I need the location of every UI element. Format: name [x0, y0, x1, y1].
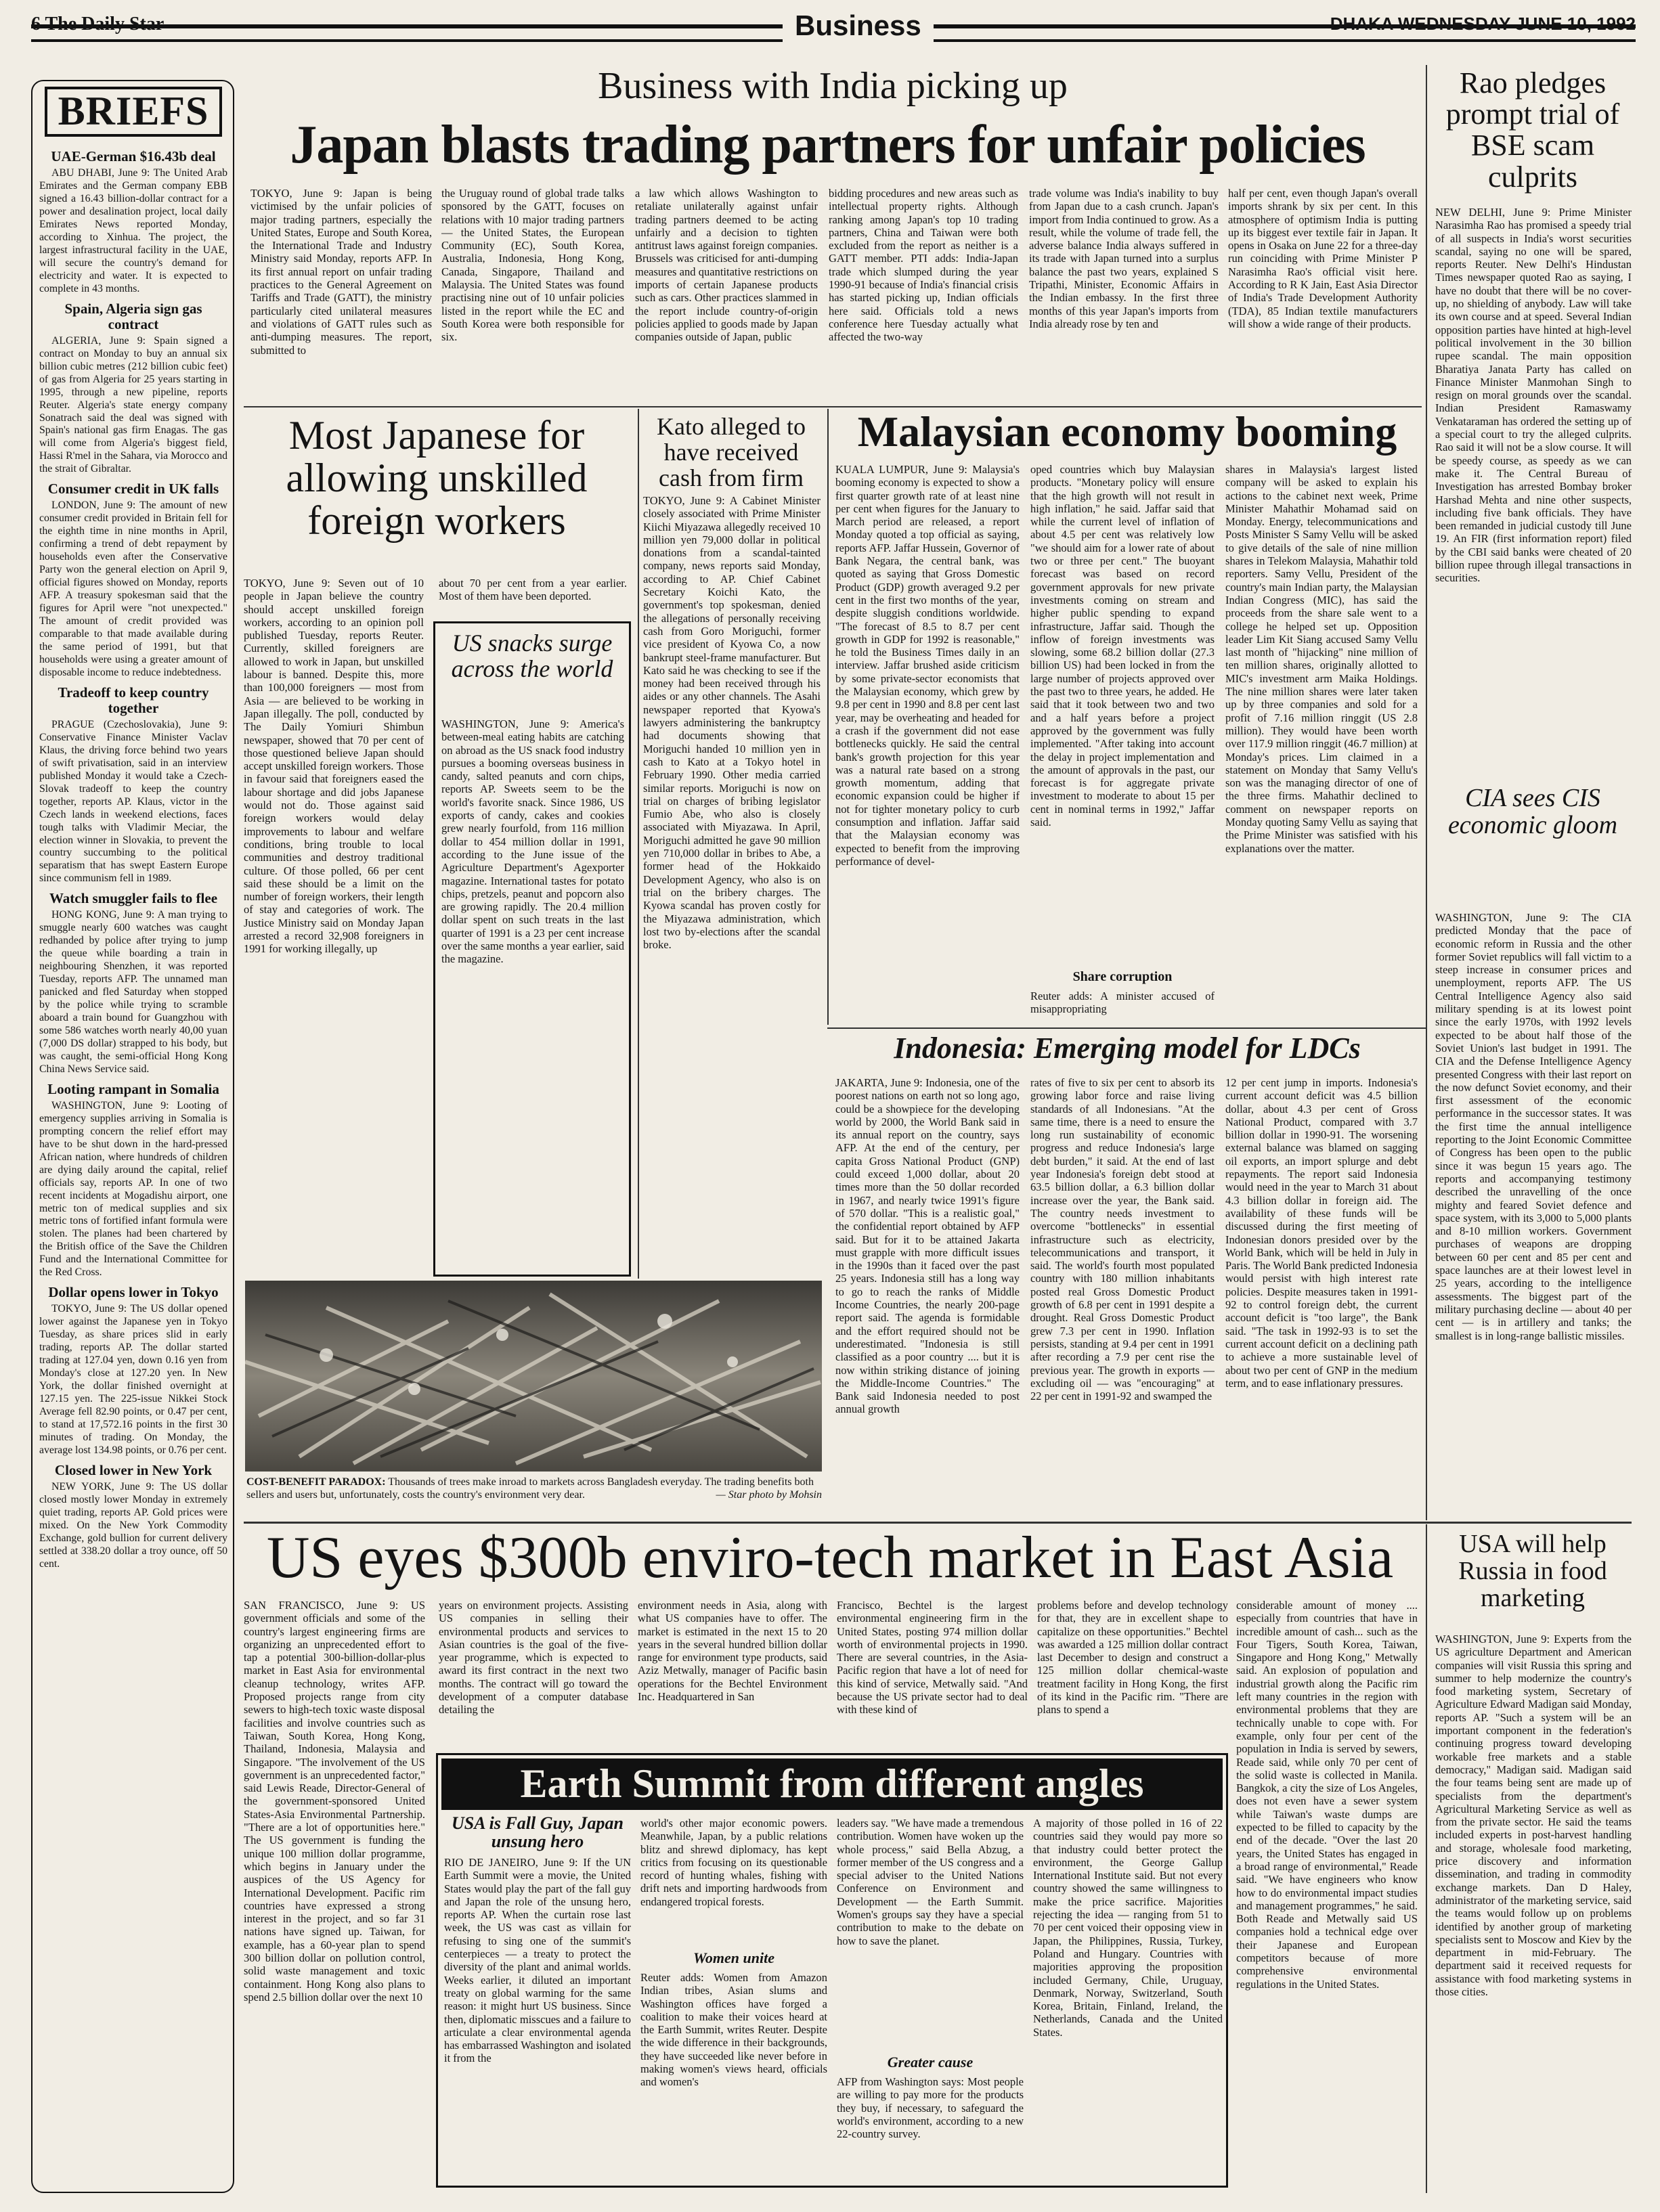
lead-col: TOKYO, June 9: Japan is being victimised by the unfair policies of major trading partners, especially the United States, Europe and South Korea, the International Trade and Industry Ministry said Monday, reports AFP. In its first annual report on unfair trading practices to the General Agreement on Tariffs and Trade (GATT), the ministry particularly cited unilateral measures and violations of GATT rules such as anti-dumping measures. The report, submitted to [250, 187, 432, 357]
summit-col: world's other major economic powers. Meanwhile, Japan, by a public relations blitz and shrewd diplomacy, has kept critics from focusing on its questionable record of hunting whales, fishing with drift nets and importing hardwoods from endangered tropical forests. [640, 1817, 827, 1908]
enviro-col: problems before and develop technology for that, they are in excellent shape to capitalize on these opportunities." Bechtel was awarded a 125 million dollar contract last December to design and construct a 125 million dollar chemical-waste treatment facility in Hong Kong, the first of its kind in the Pacific rim. "There are plans to spend a [1037, 1599, 1228, 1717]
kato-body: TOKYO, June 9: A Cabinet Minister closely associated with Prime Minister Kiichi Miyazawa allegedly received 10 million yen 79,000 dollar in political donations from a scandal-tainted company, news reports said Monday, according to AP. Chief Cabinet Secretary Koichi Kato, the government's top spokesman, denied the allegations of personally receiving cash from Goro Moriguchi, former vice president of Kyowa Co, a now bankrupt steel-frame manufacturer. But Kato said he was checking to see if the money had been received through his aides or any other channels. The Asahi newspaper reported that Kyowa's lawyers administering the bankruptcy had documents showing that Moriguchi handed 10 million yen in cash to Kato at a Tokyo hotel in February 1990. Other media carried similar reports. Moriguchi is now on trial on charges of bribing legislator Fumio Abe, who also is closely associated with Miyazawa. In April, Moriguchi admitted he gave 90 million yen 710,000 dollar in bribes to Abe, a former head of the Hokkaido Development Agency, who also is on trial on the bribery charges. The Kyowa scandal has proven costly for the Miyazawa administration, which lost two by-elections after the scandal broke. [643, 494, 821, 952]
masthead [31, 9, 1636, 42]
enviro-col: environment needs in Asia, along with what US companies have to offer. The market is estimated in the next 15 to 20 years in the several hundred billion dollar range for environment type products, said Aziz Metwally, manager of Pacific basin operations for the Bechtel Environment Inc. Headquartered in San [638, 1599, 827, 1704]
kicker: Business with India picking up [598, 65, 1068, 107]
indonesia-col: rates of five to six per cent to absorb its growing labor force and raise living standards of all Indonesians. "At the same time, there is a need to ensure the long run sustainability of economic progress and reduce Indonesia's large debt burden," it said. At the end of last year Indonesia's foreign debt stood at 63.5 billion dollar, a 6.3 billion dollar increase over the year, the Bank said. The country needs investment to overcome "bottlenecks" in essential infrastructure such as electricity, telecommunications and transport, it said. The world's fourth most populated country with 180 million inhabitants posted real Gross Domestic Product growth of 6.8 per cent in 1991 despite a drought. Real Gross Domestic Product grew 7.3 per cent in 1990. Inflation persists, standing at 9.4 per cent in 1991 after recording a 7.9 per cent rise the previous year. The growth in exports — excluding oil — was "encouraging" at 22 per cent in 1991-92 and swamped the [1030, 1076, 1215, 1403]
lead-col: the Uruguay round of global trade talks sponsored by the GATT, focuses on relations with 10 major trading partners — the United States, the European Community (EC), South Korea, Australia, Indonesia, Hong Kong, Canada, Singapore, Thailand and Malaysia. The United States was found practising nine out of 10 unfair policies listed in the report while the EC and South Korea were both responsible for six. [441, 187, 624, 344]
indonesia-col: 12 per cent jump in imports. Indonesia's current account deficit was 4.5 billion dollar, about 4.3 per cent of Gross National Product, compared with 3.7 billion dollar in 1990-91. The worsening external balance was blamed on sagging oil exports, an import splurge and debt repayments. The report said Indonesia would need in the year to March 31 about 4.3 billion dollar in foreign aid. The availability of these funds will be discussed during the first meeting of Indonesian donors presided over by the World Bank, which will be held in July in Paris. The World Bank predicted Indonesia would persist with high interest rate policies. Despite measures taken in 1991-92 to control foreign debt, the current account deficit is "too large", the Bank said. "The task in 1992-93 is to set the current account deficit on a declining path to achieve a more sustainable level of about two per cent of GNP in the medium term, and to ease inflationary pressures. [1225, 1076, 1418, 1390]
brief-body: HONG KONG, June 9: A man trying to smuggle nearly 600 watches was caught redhanded by police after trying to jump the queue while boarding a train in neighbouring Shenzhen, it was reported Tuesday, reports AFP. The unnamed man panicked and fled Saturday when stopped by the police while trying to scramble aboard a train bound for Guangzhou with some 586 watches worth nearly 40,00 yuan (7,000 DS dollar) strapped to his body, but was caught, the semi-official Hong Kong China News Service said. [39, 909, 227, 1075]
divider [638, 409, 639, 1279]
lead-col: trade volume was India's inability to buy from Japan due to a cash crunch. Japan's import from India continued to grow. As a result, while the volume of trade fell, the adverse balance India always suffered in its trade with Japan turned into a surplus balance the past two years, explained S Tripathi, Minister, Economic Affairs in the Indian embassy. In the first three months of this year Japan's imports from India already rose by ten and [1029, 187, 1219, 330]
lead-col: bidding procedures and new areas such as intellectual property rights. Although ranking among Japan's top 10 trading partners, China and Taiwan were both excluded from the report as neither is a GATT member. PTI adds: India-Japan trade which slumped during the year 1990-91 because of India's financial crisis has started picking up, Indian officials here said. Officials told a news conference here Tuesday actually what affected the two-way [829, 187, 1018, 344]
brief-head: Looting rampant in Somalia [47, 1080, 219, 1097]
brief-head: Dollar opens lower in Tokyo [48, 1284, 219, 1301]
summit-banner: Earth Summit from different angles [441, 1758, 1223, 1810]
japanese-col: TOKYO, June 9: Seven out of 10 people in Japan believe the country should accept unskilled foreign workers, according to an opinion poll published Tuesday, reports Reuter. Currently, skilled foreigners are allowed to work in Japan, but unskilled labour is banned. Despite this, more than 100,000 foreigners — most from Asia — are believed to be working in Japan illegally. The poll, conducted by The Daily Yomiuri Shimbun newspaper, showed that 70 per cent of those questioned believe Japan should accept unskilled foreign workers. Those in favour said that foreigners eased the labour shortage and did jobs Japanese would not do. Those against said foreign workers would delay improvements to labour and welfare conditions, bring trouble to local communities and destroy traditional culture. Of those polled, 66 per cent said these should be a limit on the number of foreign workers, their length of stay and categories of work. The Justice Ministry said on Monday Japan arrested a record 32,908 foreigners in 1991 for working illegally, up [244, 577, 424, 956]
malaysia-headline: Malaysian economy booming [857, 407, 1397, 456]
indonesia-col: JAKARTA, June 9: Indonesia, one of the poorest nations on earth not so long ago, could be a showpiece for the developing world by 2000, the World Bank said in its annual report on the country, says AFP. At the end of the century, per capita Gross National Product (GNP) could exceed 1,000 dollar, about 20 times more than the 50 dollar recorded in 1967, and nearly twice 1991's figure of 570 dollar. "This is a realistic goal," the confidential report obtained by AFP said. But for it to be attained Jakarta must grapple with more difficult issues in the 1990s than it faced over the past 25 years. Indonesia still has a long way to go to reach the ranks of Middle Income Countries, the nearly 200-page report said. The agenda is formidable and the effort required should not be underestimated. "Indonesia is still classified as a poor country .... but it is now within striking distance of joining the Middle-Income Countries." The Bank said Indonesia needed to post annual growth [835, 1076, 1020, 1416]
caption-text: Thousands of trees make inroad to markets across Bangladesh everyday. The trading benefits both sellers and users but, unfortunately, costs the country's environment very dear. [246, 1476, 814, 1501]
snacks-body: WASHINGTON, June 9: America's between-meal eating habits are catching on abroad as the US snack food industry pursues a booming overseas business in candy, salted peanuts and corn chips, reports AP. Sweets seem to be the world's favorite snack. Since 1986, US exports of candy, cakes and cookies grew nearly fourfold, from 116 million dollar to 454 million dollar in 1991, according to the June issue of the Agriculture Department's Agexporter magazine. International tastes for potato chips, pretzels, peanut and popcorn also are growing rapidly. The 20.4 million dollar spent on such treats in the last quarter of 1991 is a 23 per cent increase over the same months a year earlier, said the magazine. [441, 717, 624, 966]
brief-head: Consumer credit in UK falls [47, 481, 219, 497]
summit-subhead: Greater cause [887, 2054, 974, 2071]
enviro-col: considerable amount of money .... especially from countries that have in incredible amount of cash... such as the Four Tigers, South Korea, Taiwan, Singapore and Hong Kong," Metwally said. An explosion of population and industrial growth along the Pacific rim left many countries in the region with environmental problems that they are technically unable to cope with. For example, only four per cent of the population in India is served by sewers, Reade said, while only 70 per cent of the solid waste is collected in Manila. Bangkok, a city the size of Los Angeles, does not even have a sewer system while Taiwan's waste dumps are expected to be filled to capacity by the end of the decade. "Over the last 20 years, the United States has engaged in a broad range of environmental," Reade said. "We have engineers who know how to do environmental impact studies and management programmes," he said. Both Reade and Metwally said US companies hold a technical edge over their Japanese and European competitors because of more comprehensive environmental regulations in the United States. [1236, 1599, 1418, 1991]
photo-caption [246, 1476, 822, 1518]
divider [827, 1027, 1426, 1029]
briefs-title: BRIEFS [45, 87, 222, 137]
cia-headline: CIA sees CIS economic gloom [1447, 784, 1618, 839]
malaysia-col: shares in Malaysia's largest listed company will be asked to explain his actions to the cabinet next week, Prime Minister Mahathir Mohamad said on Monday. Energy, telecommunications and Posts Minister S Samy Vellu will be asked to give details of the sale of nine million shares in Telekom Malaysia, Mahathir told reporters. Samy Vellu, President of the country's main Indian party, the Malaysian Indian Congress (MIC), has said the proceeds from the share sale went to a college he helped set up. Opposition leader Lim Kit Siang accused Samy Vellu last month of "hijacking" nine million of ten million shares, originally allotted to MIC's investment arm Maika Holdings. The nine million shares were later taken up by three companies and sold for a profit of 7.16 million ringgit (US 2.8 million). They would have been worth over 117.9 million ringgit (46.7 million) at Monday's prices. Lim claimed in a statement on Monday that Samy Vellu's son was the managing director of one of the three firms. Mahathir declined to comment on newspaper reports on Monday quoting Samy Vellu as saying that the Prime Minister was satisfied with his explanations over the matter. [1225, 463, 1418, 855]
russia-headline: USA will help Russia in food marketing [1458, 1530, 1607, 1612]
brief-body: LONDON, June 9: The amount of new consumer credit provided in Britain fell for the eighth time in nine months in April, confirming a trend of debt repayment by households even after the Conservative Party won the general election on April 9, official figures showed on Monday, reports AFP. A treasury spokesman said that the figures for April were "not unexpected." The amount of credit provided was comparable to that made available during the same period of 1991, but that households were using a greater amount of disposable income to reduce indebtedness. [39, 500, 227, 678]
japanese-headline: Most Japanese for allowing unskilled foreign workers [286, 413, 588, 543]
briefs-column [39, 143, 227, 2184]
brief-head: Watch smuggler fails to flee [49, 890, 218, 907]
brief-head: Closed lower in New York [54, 1461, 213, 1478]
divider [244, 1522, 1632, 1524]
brief-head: Tradeoff to keep country together [58, 684, 209, 716]
section-title: Business [783, 9, 934, 42]
summit-subhead: Women unite [693, 1949, 774, 1966]
caption-label: COST-BENEFIT PARADOX: [246, 1476, 386, 1488]
russia-body: WASHINGTON, June 9: Experts from the US agriculture Department and American companies will visit Russia this spring and summer to help modernize the country's food marketing system, Secretary of Agriculture Edward Madigan said Monday, reports AP. "Such a system will be an important component in the federation's continuing progress toward developing workable free markets and a stable democracy," Madigan said. Madigan said the four teams being sent are made up of specialists from the department's Agricultural Marketing Service as well as from the private sector. He said the teams included experts in post-harvest handling and storage, wholesale food marketing, price discovery and information dissemination, and trading in commodity exchange markets. Dan D Haley, administrator of the marketing service, said the teams would follow up on problems identified by another group of marketing specialists sent to Moscow and Kiev by the department in mid-February. The department said it received requests for assistance with food marketing systems in those cities. [1435, 1633, 1632, 1999]
brief-body: TOKYO, June 9: The US dollar opened lower against the Japanese yen in Tokyo Tuesday, as share prices slid in early trading, reports AP. The dollar started trading at 127.04 yen, down 0.16 yen from Monday's close at 127.20 yen. In New York, the dollar finished overnight at 127.15 yen. The 225-issue Nikkei Stock Average fell 82.90 points, or 0.47 per cent, to stand at 17,572.16 points in the first 30 minutes of trading. On Monday, the average lost 134.98 points, or 0.76 per cent. [39, 1303, 227, 1456]
enviro-headline: US eyes $300b enviro-tech market in East Asia [266, 1525, 1394, 1591]
enviro-col: SAN FRANCISCO, June 9: US government officials and some of the country's largest engineering firms are organizing an unprecedented effort to tap a potential 300-billion-dollar-plus market in East Asia for environmental cleanup technology, writes AFP. Proposed projects range from city sewers to high-tech toxic waste disposal facilities and involve countries such as Taiwan, South Korea, Hong Kong, Thailand, Indonesia, Malaysia and Singapore. "The involvement of the US government is an unprecedented factor," said Lewis Reade, Director-General of the government-sponsored United States-Asia Environmental Partnership. "There are a lot of opportunities here." The US government is funding the unique 100 million dollar programme, which begins in January under the auspices of the US Agency for International Development. Pacific rim countries have expressed a strong interest in the project, and so far 31 nations have signed up. Taiwan, for example, has a 60-year plan to spend 300 billion dollar on pollution control, solid waste management and toxic containment. Hong Kong also plans to spend 2.5 billion dollar over the next 10 [244, 1599, 425, 2004]
cia-body: WASHINGTON, June 9: The CIA predicted Monday that the pace of economic reform in Russia and the other former Soviet republics will fall victim to a steep increase in consumer prices and unemployment, reports AFP. The US Central Intelligence Agency also said military spending is at its lowest point since the early 1970s, with 1992 levels expected to be about half those of the Soviet Union's last budget in 1991. The CIA and the Defense Intelligence Agency presented Congress with their last report on the now defunct Soviet economy, and their first assessment of the economic performance in the successor states. It was the first time the annual intelligence reporting to the Joint Economic Committee of Congress has been open to the public since it was begun 15 years ago. The reports and accompanying testimony described the unravelling of the once mighty and feared Soviet defence and space system, with its 3,000 to 5,000 plants and 8-10 million workers. Government purchases of weapons are dropping between 60 per cent and 85 per cent and space launches are at their lowest level in 25 years, according to the intelligence assessments. The biggest part of the military purchasing decline — about 40 per cent — is in artillery and tanks; the smallest is in long-range ballistic missiles. [1435, 911, 1632, 1342]
enviro-col: Francisco, Bechtel is the largest environmental engineering firm in the United States, posting 974 million dollar worth of environmental projects in 1990. There are several countries, in the Asia-Pacific region that have a lot of need for this kind of service, Metwally said. "And because the US private sector had to deal with these kind of [837, 1599, 1028, 1717]
page-folio: 6 The Daily Star [31, 14, 165, 35]
brief-head: UAE-German $16.43b deal [51, 148, 216, 164]
divider [1426, 1524, 1427, 2193]
summit-col: AFP from Washington says: Most people are willing to pay more for the products they buy, if necessary, to safeguard the world's environment, according to a new 22-country survey. [837, 2075, 1024, 2141]
kato-headline: Kato alleged to have received cash from firm [657, 413, 806, 491]
brief-body: WASHINGTON, June 9: Looting of emergency supplies arriving in Somalia is prompting concern the relief effort may have to be shut down in the hard-pressed African nation, where hundreds of children are dying daily around the capital, relief officials say, reports AP. In one of two recent incidents at Mogadishu airport, one metric ton of medical supplies and six metric tons of fortified infant formula were stolen. The planes had been chartered by the British office of the Save the Children Fund and the International Committee for the Red Cross. [39, 1099, 227, 1279]
photo-image [245, 1281, 822, 1472]
lead-col: half per cent, even though Japan's overall imports shrank by six per cent. In this atmosphere of optimism India is putting up its biggest ever textile fair in Japan. It opens in Osaka on June 22 for a three-day run coinciding with Prime Minister P Narasimha Rao's official visit here. According to R K Jain, East Asia Director of India's Trade Development Authority (TDA), 85 Indian textile manufacturers will show a wide range of their products. [1228, 187, 1418, 330]
brief-head: Spain, Algeria sign gas contract [64, 300, 202, 332]
brief-body: PRAGUE (Czechoslovakia), June 9: Conservative Finance Minister Vaclav Klaus, the driving force behind two years of swift privatisation, said in an interview published Monday it would take a Czech-Slovak tradeoff to keep the country together, reports AP. Klaus, victor in the Czech lands in weekend elections, faces tough talks with Vladimir Meciar, the election winner in Slovakia, to prevent the country succumbing to the political separatism that has swept Eastern Europe since communism fell in 1989. [39, 718, 227, 885]
malaysia-subhead: Share corruption [1072, 969, 1173, 984]
brief-body: NEW YORK, June 9: The US dollar closed mostly lower Monday in extremely quiet trading, reports AP. Gold prices were mixed. On the New York Commodity Exchange, gold bullion for current delivery settled at 338.20 dollar a troy ounce, off 50 cent. [39, 1480, 227, 1570]
malaysia-col: oped countries which buy Malaysian products. "Monetary policy will ensure that the high growth will not result in high inflation," he said. Jaffar said that while the current level of inflation of about 4.5 per cent was relatively low "we should aim for a lower rate of about two or three per cent." The buoyant forecast was based on record government approvals for new private investments coming on stream and higher public spending to expand infrastructure, Jaffar said. Though the inflow of foreign investments was slowing, some 68.2 billion dollar (27.3 billion US) had been locked in from the large number of projects approved over the past two to three years, he added. He said that it took between two and two and a half years before a project approved by the government was fully implemented. "After taking into account the delay in project implementation and the amount of approvals in the past, our forecast is for aggregate private investment to moderate to about 15 per cent in nominal terms in 1992," Jaffar said. [1030, 463, 1215, 829]
summit-col: leaders say. "We have made a tremendous contribution. Women have woken up the whole process," said Bella Abzug, a former member of the US congress and a special adviser to the United Nations Conference on Environment and Development — the Earth Summit. Women's groups say they have a special contribution to make to the debate on how to save the planet. [837, 1817, 1024, 1947]
indonesia-headline: Indonesia: Emerging model for LDCs [894, 1032, 1361, 1065]
snacks-headline: US snacks surge across the world [451, 629, 613, 682]
dateline: DHAKA WEDNESDAY JUNE 10, 1992 [1330, 14, 1636, 34]
summit-col: A majority of those polled in 16 of 22 countries said they would pay more so that industry could better protect the environment, the George Gallup International Institute said. But not every country showed the same willingness to make the price sacrifice. Majorities rejecting the idea — ranging from 51 to 70 per cent voiced their opposing view in Japan, the Philippines, Russia, Turkey, Poland and Hungary. Countries with majorities approving the proposition included Germany, Chile, Uruguay, Denmark, Norway, Switzerland, South Korea, Britain, Finland, Ireland, the Netherlands, Canada and the United States. [1033, 1817, 1223, 2039]
summit-col: Reuter adds: Women from Amazon Indian tribes, Asian slums and Washington offices have forged a coalition to make their voices heard at the Earth Summit, writes Reuter. Despite the wide difference in their backgrounds, they have succeeded like never before in making women's views heard, officials and women's [640, 1971, 827, 2089]
rao-body: NEW DELHI, June 9: Prime Minister Narasimha Rao has promised a speedy trial of all suspects in India's worst securities scandal, saying no one will be spared, reports Reuter. New Delhi's Hindustan Times newspaper quoted Rao as saying, I have no doubt that there will be no cover-up, no shielding of anybody. Law will take its own course and at speed. Several Indian opposition parties have hinted at high-level political involvement in the 30 billion rupee scandal. The main opposition Bharatiya Janata Party has called on Finance Minister Manmohan Singh to resign on moral grounds over the scandal. Indian President Ramaswamy Venkataraman has ordered the setting up of a special court to try the alleged culprits. Rao said it will not be a slow course. It will be speedy course, as speedy as we can make it. The Central Bureau of Investigation has arrested Bombay broker Harshad Mehta and nine other suspects, including five bank officials. They have been remanded in judicial custody till June 19. An FIR (first information report) filed by the CBI said banks were cheated of 20 billion rupee through illegal transactions in securities. [1435, 206, 1632, 585]
summit-subhead: USA is Fall Guy, Japan unsung hero [451, 1813, 624, 1852]
malaysia-col: KUALA LUMPUR, June 9: Malaysia's booming economy is expected to show a first quarter growth rate of at least nine per cent when figures for the January to March period are released, a report Monday quoted a top official as saying, reports AFP. Jaffar Hussein, Governor of Bank Negara, the central bank, was quoted as saying that Gross Domestic Product (GDP) growth averaged 9.2 per cent in the first two months of the year, despite sluggish conditions worldwide. "The forecast of 8.5 to 8.7 per cent growth in GDP for 1992 is reasonable," he told the Business Times daily in an interview. Jaffar brushed aside criticism by some private-sector economists that the Malaysian economy, which grew by 9.8 per cent in 1990 and 8.8 per cent last year, may be overheating and headed for a crash if the government did not ease bottlenecks quickly. He said the central bank's growth projection for this year was a natural rate based on a strong growth momentum, adding that economic expansion could be higher if not for tighter monetary policy to curb consumption and inflation. Jaffar said that the Malaysian economy was expected to benefit from the improving performance of devel- [835, 463, 1020, 868]
photo-credit: — Star photo by Mohsin [716, 1489, 822, 1501]
japanese-col: about 70 per cent from a year earlier. Most of them have been deported. [439, 577, 627, 603]
lead-col: a law which allows Washington to retaliate unilaterally against unfair trading partners deemed to be acting unfairly and a decision to tighten antitrust laws against foreign companies. Brussels was criticised for anti-dumping measures and quantitative restrictions on imports of certain Japanese products such as cars. Other practices slammed in the report include country-of-origin policies applied to goods made by Japan companies outside of Japan, public [635, 187, 818, 344]
enviro-col: years on environment projects. Assisting US companies in selling their environmental products and services to Asian countries is the goal of the five-year programme, which is expected to award its first contract in the next two months. The contract will go toward the development of a computer database detailing the [439, 1599, 628, 1717]
rao-headline: Rao pledges prompt trial of BSE scam culprits [1445, 66, 1620, 194]
malaysia-sub-body: Reuter adds: A minister accused of misappropriating [1030, 990, 1215, 1016]
market-photo [245, 1281, 822, 1472]
divider [1426, 65, 1427, 1520]
lead-headline: Japan blasts trading partners for unfair policies [290, 115, 1366, 175]
summit-col: RIO DE JANEIRO, June 9: If the UN Earth Summit were a movie, the United States would play the part of the fall guy and Japan the role of the unsung hero, reports AP. When the curtain rose last week, the US was cast as villain for refusing to sing one of the summit's centerpieces — a treaty to protect the diversity of the plant and animal worlds. Weeks earlier, it diluted an important treaty on global warming for the same reason: it might hurt US business. Since then, diplomatic misscues and a failure to articulate a clear environmental agenda has embarrassed Washington and isolated it from the [444, 1856, 631, 2065]
brief-body: ALGERIA, June 9: Spain signed a contract on Monday to buy an annual six billion cubic metres (212 billion cubic feet) of gas from Algeria for 25 years starting in 1995, through a new pipeline, reports Reuter. Algeria's state energy company Sonatrach said the deal was signed with Spain's national gas firm Enagas. The gas will come from Algeria's biggest field, Hassi R'mel in the Sahara, via Morocco and the strait of Gibraltar. [39, 334, 227, 475]
brief-body: ABU DHABI, June 9: The United Arab Emirates and the German company EBB signed a 16.43 billion-dollar contract for a power and desalination project, local daily Emirates News reported Monday, according to Xinhua. The project, the largest infrastructural facility in the UAE, will secure the country's demand for electricity and water. It is expected to complete in 43 months. [39, 167, 227, 294]
divider [827, 409, 829, 1025]
